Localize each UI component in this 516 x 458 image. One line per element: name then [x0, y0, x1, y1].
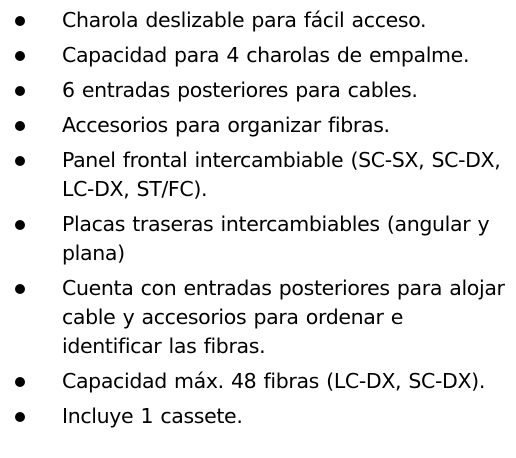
bullet-icon — [15, 220, 25, 230]
list-item — [0, 146, 516, 204]
list-item-text: Capacidad máx. 48 fibras (LC-DX, SC-DX). — [62, 369, 485, 393]
list-item — [0, 402, 516, 431]
list-item-text: Incluye 1 cassete. — [62, 404, 243, 428]
bullet-icon — [15, 51, 25, 61]
list-item-text: Cuenta con entradas posteriores para alojar cable y accesorios para ordenar e identificar las fibras. — [62, 276, 505, 358]
bullet-icon — [15, 412, 25, 422]
bullet-icon — [15, 16, 25, 26]
list-item — [0, 6, 516, 35]
bullet-icon — [15, 156, 25, 166]
list-item-text: Charola deslizable para fácil acceso. — [62, 8, 427, 32]
feature-list — [0, 6, 516, 437]
list-item-text: 6 entradas posteriores para cables. — [62, 78, 418, 102]
list-item — [0, 274, 516, 361]
list-item-text: Capacidad para 4 charolas de empalme. — [62, 43, 470, 67]
list-item — [0, 41, 516, 70]
list-item — [0, 367, 516, 396]
list-item-text: Panel frontal intercambiable (SC-SX, SC-DX, LC-DX, ST/FC). — [62, 148, 501, 201]
list-item — [0, 210, 516, 268]
bullet-icon — [15, 377, 25, 387]
list-item — [0, 76, 516, 105]
bullet-icon — [15, 86, 25, 96]
list-item — [0, 111, 516, 140]
list-item-text: Accesorios para organizar fibras. — [62, 113, 390, 137]
list-item-text: Placas traseras intercambiables (angular y plana) — [62, 212, 490, 265]
bullet-icon — [15, 121, 25, 131]
bullet-icon — [15, 284, 25, 294]
